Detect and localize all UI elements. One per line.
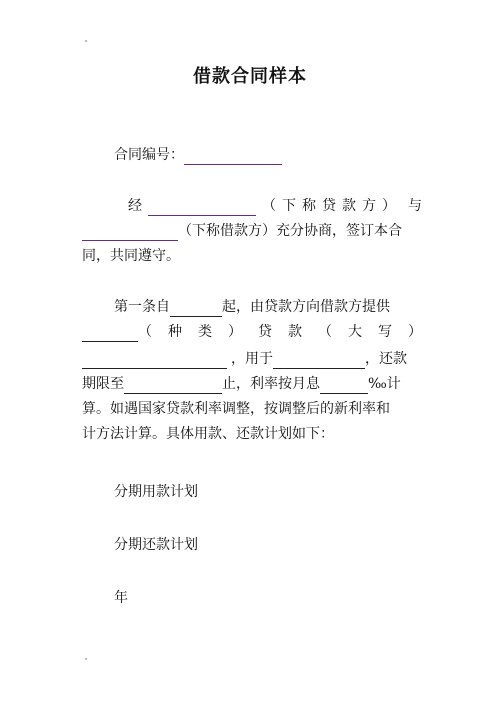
- intro-line-1: [82, 196, 422, 216]
- article1-line5-text: 算。如遇国家贷款利率调整，按调整后的新利率和: [82, 401, 390, 417]
- purpose-blank[interactable]: [273, 353, 365, 369]
- borrower-note: （下称借款方）充分协商，签订本合: [178, 223, 402, 239]
- contract-number-line: [82, 145, 422, 165]
- article1-term-a: 期限至: [82, 376, 124, 392]
- article1-start-a: 第一条自: [114, 299, 170, 315]
- monthly-rate-blank[interactable]: [320, 378, 368, 394]
- article1-line-2: [82, 322, 438, 342]
- article1-start-b: 起，由贷款方向借款方提供: [222, 299, 390, 315]
- plan-borrow-text: 分期用款计划: [114, 484, 198, 500]
- term-end-blank[interactable]: [124, 378, 222, 394]
- borrower-name-blank[interactable]: [82, 225, 178, 241]
- intro-tail: 同，共同遵守。: [82, 248, 180, 264]
- article1-use-a: ，用于: [231, 351, 273, 367]
- plan-repay-text: 分期还款计划: [114, 537, 198, 553]
- plan-borrow-heading: [82, 482, 422, 502]
- lender-note: （下称贷款方）: [262, 198, 402, 214]
- loan-kind-label: （种类）贷款（大写）: [138, 324, 438, 340]
- article1-term-b: 止，利率按月息: [222, 376, 320, 392]
- page-title: 借款合同样本: [193, 66, 307, 87]
- intro-line-3: [82, 246, 422, 266]
- intro-yu: 与: [408, 198, 422, 214]
- lender-name-blank[interactable]: [148, 200, 256, 216]
- contract-number-blank[interactable]: [184, 149, 282, 165]
- article1-line-4: [82, 374, 422, 394]
- contract-number-label: 合同编号：: [114, 147, 184, 163]
- intro-line-2: [82, 221, 422, 241]
- year-label: 年: [114, 590, 128, 606]
- loan-kind-blank[interactable]: [82, 326, 138, 342]
- year-label-line: [82, 588, 422, 608]
- article1-term-c: ‰计: [368, 376, 401, 392]
- amount-uppercase-blank[interactable]: [82, 353, 227, 369]
- intro-jing: 经: [128, 198, 142, 214]
- article1-line-3: [82, 349, 422, 369]
- article1-line-1: [82, 297, 422, 317]
- plan-repay-heading: [82, 535, 422, 555]
- article1-line6-text: 计方法计算。具体用款、还款计划如下：: [82, 426, 334, 442]
- start-date-blank[interactable]: [170, 301, 222, 317]
- corner-mark-bottom-left: [85, 658, 87, 660]
- article1-line-5: [82, 399, 422, 419]
- article1-use-b: ，还款: [365, 351, 407, 367]
- corner-mark-top-left: [85, 40, 87, 42]
- article1-line-6: [82, 424, 422, 444]
